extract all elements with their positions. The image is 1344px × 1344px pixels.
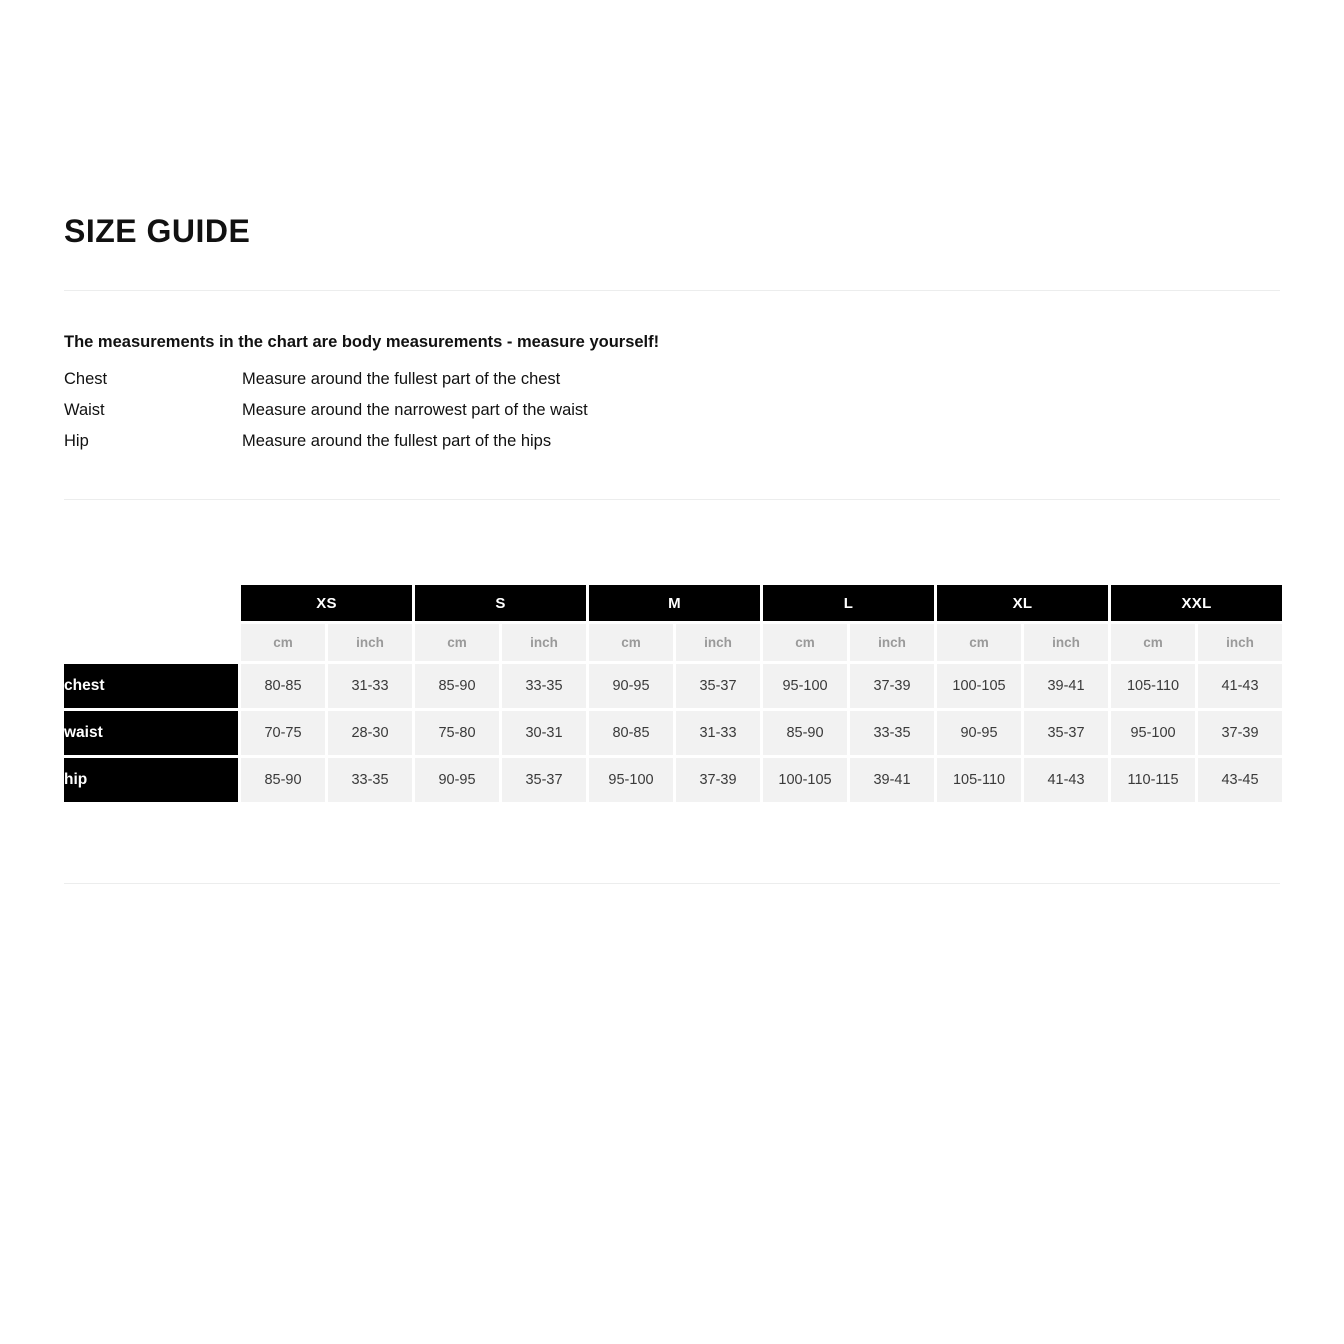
unit-header-cm: cm [589,624,673,661]
definition-description: Measure around the fullest part of the hips [242,432,552,451]
definition-term: Hip [64,432,89,451]
size-header-xxl: XXL [1111,585,1282,621]
cell-hip-xl-cm: 105-110 [937,758,1021,802]
cell-chest-xs-cm: 80-85 [241,664,325,708]
cell-waist-m-cm: 80-85 [589,711,673,755]
cell-chest-l-cm: 95-100 [763,664,847,708]
cell-chest-xl-inch: 39-41 [1024,664,1108,708]
cell-hip-l-cm: 100-105 [763,758,847,802]
cell-hip-xs-cm: 85-90 [241,758,325,802]
cell-waist-l-cm: 85-90 [763,711,847,755]
cell-waist-m-inch: 31-33 [676,711,760,755]
unit-corner-blank [64,624,238,661]
cell-hip-m-inch: 37-39 [676,758,760,802]
unit-header-cm: cm [241,624,325,661]
cell-waist-xl-inch: 35-37 [1024,711,1108,755]
cell-waist-xxl-cm: 95-100 [1111,711,1195,755]
unit-header-inch: inch [502,624,586,661]
table-header-units [64,624,1282,661]
size-header-s: S [415,585,586,621]
unit-header-inch: inch [1198,624,1282,661]
row-label-waist: waist [64,711,238,755]
cell-waist-xxl-inch: 37-39 [1198,711,1282,755]
intro-text: The measurements in the chart are body measurements - measure yourself! [64,333,660,352]
cell-waist-xl-cm: 90-95 [937,711,1021,755]
cell-chest-s-inch: 33-35 [502,664,586,708]
divider-top [64,290,1280,291]
definition-row [64,370,1280,389]
cell-hip-xxl-inch: 43-45 [1198,758,1282,802]
size-table [61,582,1285,805]
cell-hip-l-inch: 39-41 [850,758,934,802]
table-row [64,711,1282,755]
cell-hip-xxl-cm: 110-115 [1111,758,1195,802]
cell-chest-xl-cm: 100-105 [937,664,1021,708]
cell-hip-xl-inch: 41-43 [1024,758,1108,802]
cell-chest-l-inch: 37-39 [850,664,934,708]
cell-chest-xxl-inch: 41-43 [1198,664,1282,708]
size-table-container [64,582,1280,805]
cell-waist-xs-cm: 70-75 [241,711,325,755]
definition-description: Measure around the narrowest part of the waist [242,401,588,420]
unit-header-inch: inch [328,624,412,661]
size-header-xs: XS [241,585,412,621]
unit-header-inch: inch [676,624,760,661]
header-corner-blank [64,585,238,621]
definition-description: Measure around the fullest part of the chest [242,370,561,389]
definition-term: Waist [64,401,105,420]
unit-header-inch: inch [1024,624,1108,661]
size-guide-page [64,0,1280,884]
unit-header-cm: cm [1111,624,1195,661]
cell-chest-m-cm: 90-95 [589,664,673,708]
unit-header-cm: cm [763,624,847,661]
cell-waist-xs-inch: 28-30 [328,711,412,755]
measurement-definitions [64,370,1280,451]
unit-header-cm: cm [937,624,1021,661]
definition-row [64,432,1280,451]
row-label-hip: hip [64,758,238,802]
cell-hip-s-inch: 35-37 [502,758,586,802]
divider-bottom [64,883,1280,884]
cell-chest-xs-inch: 31-33 [328,664,412,708]
unit-header-cm: cm [415,624,499,661]
cell-hip-m-cm: 95-100 [589,758,673,802]
size-header-xl: XL [937,585,1108,621]
cell-hip-s-cm: 90-95 [415,758,499,802]
table-row [64,664,1282,708]
cell-waist-l-inch: 33-35 [850,711,934,755]
unit-header-inch: inch [850,624,934,661]
cell-chest-s-cm: 85-90 [415,664,499,708]
size-header-m: M [589,585,760,621]
cell-chest-m-inch: 35-37 [676,664,760,708]
cell-waist-s-cm: 75-80 [415,711,499,755]
size-header-l: L [763,585,934,621]
row-label-chest: chest [64,664,238,708]
cell-waist-s-inch: 30-31 [502,711,586,755]
page-title: SIZE GUIDE [64,213,251,249]
definition-term: Chest [64,370,108,389]
divider-middle [64,499,1280,500]
cell-hip-xs-inch: 33-35 [328,758,412,802]
definition-row [64,401,1280,420]
table-row [64,758,1282,802]
table-header-sizes [64,585,1282,621]
cell-chest-xxl-cm: 105-110 [1111,664,1195,708]
